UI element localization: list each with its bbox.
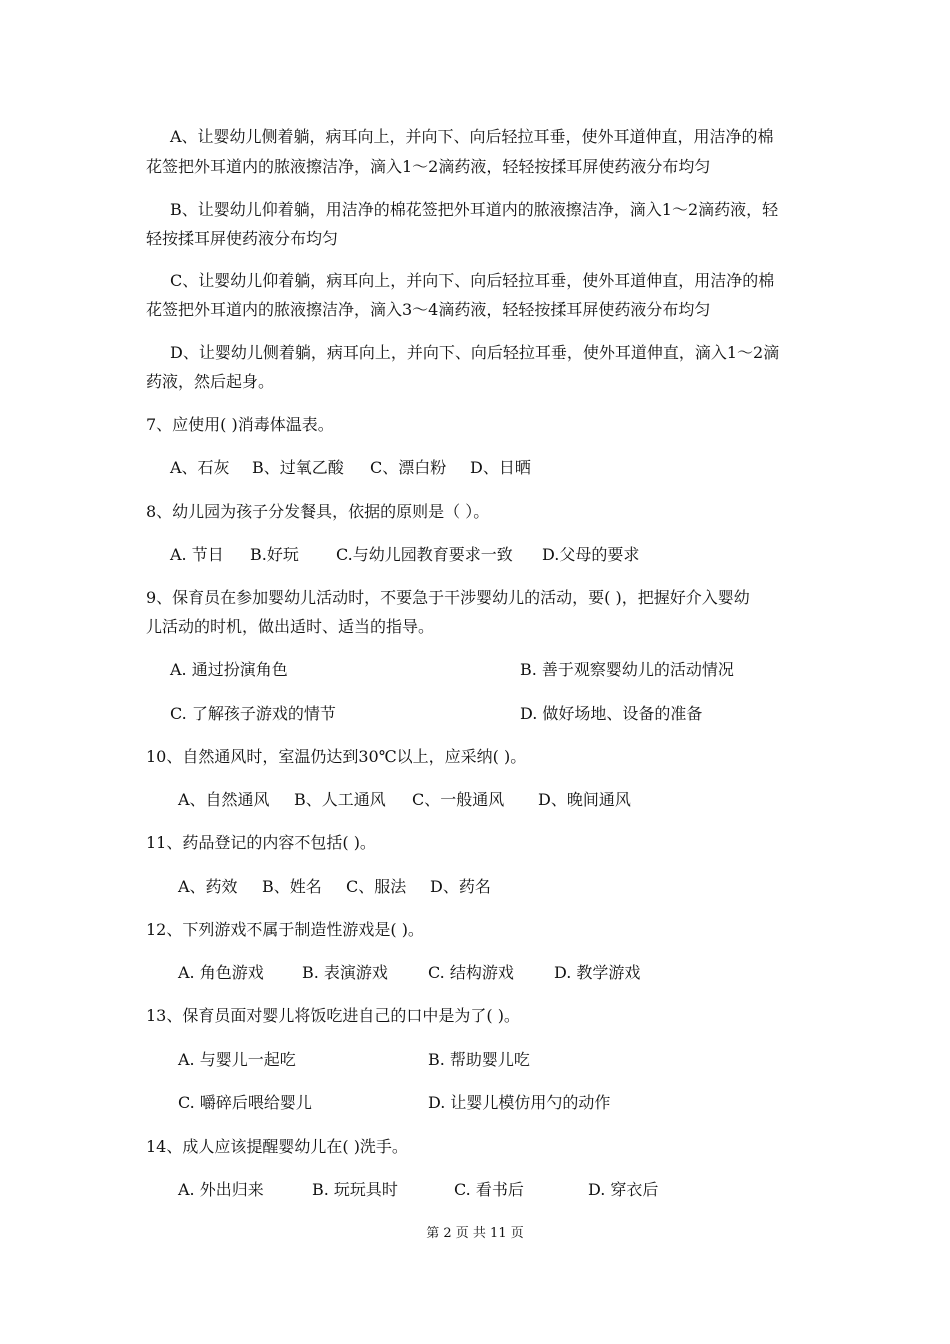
question-8-option-a: A. 节日 [170, 545, 224, 564]
question-13-option-b: B. 帮助婴儿吃 [428, 1050, 530, 1069]
question-10-option-c: C、一般通风 [412, 790, 505, 809]
question-9-option-b: B. 善于观察婴幼儿的活动情况 [520, 660, 734, 679]
question-12-option-b: B. 表演游戏 [302, 963, 388, 982]
question-8-option-d: D.父母的要求 [542, 545, 640, 564]
option-b-line-1: B、让婴幼儿仰着躺，用洁净的棉花签把外耳道内的脓液擦洁净，滴入1～2滴药液，轻 [170, 200, 779, 219]
question-8-option-c: C.与幼儿园教育要求一致 [336, 545, 513, 564]
option-a-line-2: 花签把外耳道内的脓液擦洁净，滴入1～2滴药液，轻轻按揉耳屏使药液分布均匀 [146, 157, 711, 176]
question-11-stem: 11、药品登记的内容不包括( )。 [146, 833, 376, 852]
question-7-option-d: D、日晒 [470, 458, 531, 477]
question-10-option-a: A、自然通风 [178, 790, 270, 809]
question-10-option-b: B、人工通风 [294, 790, 386, 809]
question-14-stem: 14、成人应该提醒婴幼儿在( )洗手。 [146, 1137, 408, 1156]
option-c-line-2: 花签把外耳道内的脓液擦洁净，滴入3～4滴药液，轻轻按揉耳屏使药液分布均匀 [146, 300, 711, 319]
option-b-line-2: 轻按揉耳屏使药液分布均匀 [146, 229, 339, 248]
question-9-stem-line-2: 儿活动的时机，做出适时、适当的指导。 [146, 617, 435, 636]
option-c-line-1: C、让婴幼儿仰着躺，病耳向上，并向下、向后轻拉耳垂，使外耳道伸直，用洁净的棉 [170, 271, 775, 290]
question-12-option-c: C. 结构游戏 [428, 963, 514, 982]
question-14-option-c: C. 看书后 [454, 1180, 524, 1199]
question-10-option-d: D、晚间通风 [538, 790, 631, 809]
question-8-stem: 8、幼儿园为孩子分发餐具，依据的原则是（ ）。 [146, 502, 490, 521]
question-7-stem: 7、应使用( )消毒体温表。 [146, 415, 334, 434]
question-10-stem: 10、自然通风时，室温仍达到30℃以上，应采纳( )。 [146, 747, 527, 766]
question-12-option-a: A. 角色游戏 [178, 963, 264, 982]
question-14-option-b: B. 玩玩具时 [312, 1180, 398, 1199]
question-13-stem: 13、保育员面对婴儿将饭吃进自己的口中是为了( )。 [146, 1006, 520, 1025]
question-11-option-b: B、姓名 [262, 877, 322, 896]
question-7-option-c: C、漂白粉 [370, 458, 447, 477]
question-9-option-c: C. 了解孩子游戏的情节 [170, 704, 336, 723]
question-11-option-d: D、药名 [430, 877, 491, 896]
question-7-option-b: B、过氧乙酸 [252, 458, 344, 477]
question-14-option-d: D. 穿衣后 [588, 1180, 659, 1199]
question-13-option-a: A. 与婴儿一起吃 [178, 1050, 296, 1069]
question-9-option-d: D. 做好场地、设备的准备 [520, 704, 703, 723]
question-12-option-d: D. 教学游戏 [554, 963, 641, 982]
page-footer: 第 2 页 共 11 页 [426, 1226, 524, 1241]
option-a-line-1: A、让婴幼儿侧着躺，病耳向上，并向下、向后轻拉耳垂，使外耳道伸直，用洁净的棉 [170, 127, 774, 146]
option-d-line-1: D、让婴幼儿侧着躺，病耳向上，并向下、向后轻拉耳垂，使外耳道伸直，滴入1～2滴 [170, 343, 780, 362]
question-13-option-d: D. 让婴儿模仿用勺的动作 [428, 1093, 611, 1112]
question-9-stem-line-1: 9、保育员在参加婴幼儿活动时，不要急于干涉婴幼儿的活动，要( )，把握好介入婴幼 [146, 588, 750, 607]
question-12-stem: 12、下列游戏不属于制造性游戏是( )。 [146, 920, 424, 939]
question-7-option-a: A、石灰 [170, 458, 230, 477]
question-13-option-c: C. 嚼碎后喂给婴儿 [178, 1093, 312, 1112]
question-11-option-a: A、药效 [178, 877, 238, 896]
question-14-option-a: A. 外出归来 [178, 1180, 264, 1199]
question-11-option-c: C、服法 [346, 877, 407, 896]
question-9-option-a: A. 通过扮演角色 [170, 660, 288, 679]
question-8-option-b: B.好玩 [250, 545, 299, 564]
option-d-line-2: 药液，然后起身。 [146, 372, 275, 391]
